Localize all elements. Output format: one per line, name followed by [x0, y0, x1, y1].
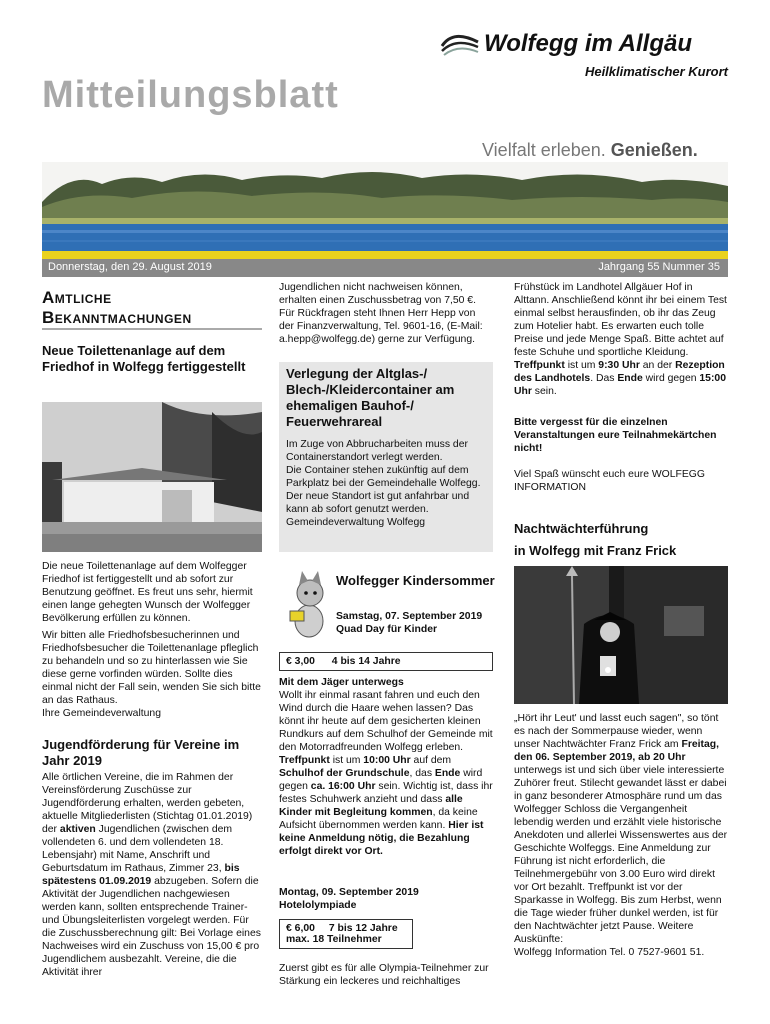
olympiade-price-box [279, 919, 413, 949]
lake-photo [42, 162, 728, 259]
quad-paragraph: Wollt ihr einmal rasant fahren und euch den Wind durch die Haare wehen lassen? Das könnt ihr heute auf dem gesicherten kleinen Rundkurs auf dem Schulhof der Gemeinde mit den Motorradfreunden Wolfegg erleben. Treffpunkt ist um 10:00 Uhr auf dem Schulhof der Grundschule, das Ende wird gegen ca. 16:00 Uhr sein. Wichtig ist, dass ihr festes Schuhwerk anzieht und dass alle Kinder mit Begleitung kommen, da keine Aufsicht übernommen werden kann. Hier ist keine Anmeldung nötig, die Bezahlung erfolgt direkt vor Ort. [279, 690, 493, 857]
wish-text: Viel Spaß wünscht euch eure WOLFEGG INFORMATION [514, 469, 705, 493]
kindersommer-heading: Wolfegger Kindersommer [336, 573, 495, 588]
kindersommer-date: Samstag, 07. September 2019 [336, 611, 483, 622]
container-paragraph-2: Die Container stehen zukünftig auf dem Parkplatz bei der Gemeindehalle Wolfegg. [286, 465, 481, 489]
wave-logo-icon [440, 32, 480, 56]
nightwatch-body [514, 712, 728, 959]
youth-continued-text: Jugendlichen nicht nachweisen können, erhalten einen Zuschussbetrag von 7,50 €. Für Rückfragen steht Ihnen Herr Hepp von der Finanzverwaltung, Tel. 9601-16, (E-Mail: a.hepp@wolfegg.de) gerne zur Verfügung. [279, 282, 483, 345]
kindersommer-event [336, 610, 496, 636]
lake-landscape-image [42, 162, 728, 259]
toilet-body [42, 560, 262, 720]
fox-mascot-icon [284, 571, 334, 641]
container-paragraph-1: Im Zuge von Abbrucharbeiten muss der Containerstandort verlegt werden. [286, 439, 468, 463]
olympiade-body [279, 962, 493, 988]
toilet-photo [42, 402, 262, 552]
nightwatch-photo [514, 566, 728, 704]
olympiade-text: Zuerst gibt es für alle Olympia-Teilnehmer zur Stärkung ein leckeres und reichhaltiges [279, 963, 489, 987]
olympiade-name: Hotelolympiade [279, 900, 357, 911]
date-bar [42, 259, 728, 277]
section-title [42, 288, 262, 330]
reminder-text: Bitte vergesst für die einzelnen Veranstaltungen eure Teilnahmekärtchen nicht! [514, 417, 717, 454]
youth-heading: Jugendförderung für Vereine im Jahr 2019 [42, 737, 240, 768]
olympiade-event [279, 886, 493, 912]
issue-number: Jahrgang 55 Nummer 35 [598, 261, 720, 273]
masthead-title: Mitteilungsblatt [42, 74, 339, 116]
olympiade-age: 7 bis 12 Jahre [328, 923, 398, 934]
logo-title: Wolfegg im Allgäu [484, 30, 692, 57]
container-heading: Verlegung der Altglas-/ Blech-/Kleidercontainer am ehemaligen Bauhof-/ Feuerwehrareal [286, 366, 455, 429]
fox-mascot [284, 571, 334, 641]
issue-date: Donnerstag, den 29. August 2019 [48, 261, 212, 273]
toilet-paragraph-2: Wir bitten alle Friedhofsbesucherinnen und Friedhofsbesucher die Toilettenanlage pfleglich zu behandeln und so zu hinterlassen wie Sie diese gerne vorfinden würden. Sollte dies einmal nicht der Fall sein, wenden Sie sich bitte an das Rathaus. [42, 630, 261, 706]
olympiade-price: € 6,00 [286, 923, 315, 934]
olympiade-date: Montag, 09. September 2019 [279, 887, 419, 898]
toilet-signature: Ihre Gemeindeverwaltung [42, 708, 161, 719]
nightwatch-paragraph: „Hört ihr Leut' und lasst euch sagen", so tönt es nach der Sommerpause wieder, wenn unser Nachtwächter Franz Frick am Freitag, den 06. September 2019, ab 20 Uhr unterwegs ist und sich über viele interessierte Zuhörer freut. Stilecht gewandet lässt er dabei in ganz besonderer Atmosphäre rund um das Wolfegger Schloss die Vergangenheit lebendig werden und erzählt viele historische Anekdoten und allerlei Wissenswertes aus der Geschichte Wolfeggs. Eine Anmeldung zur Führung ist nicht erforderlich, die Teilnehmergebühr von 3.00 Euro wird direkt vor Ort bezahlt. Treffpunkt ist vor der Sparkasse in Wolfegg. Bis zum Herbst, wenn die Tage wieder früher dunkel werden, ist für den Nachtwächter jetzt Pause. Weitere Auskünfte: [514, 713, 728, 945]
slogan-light: Vielfalt erleben. [482, 140, 606, 160]
kindersommer-title [336, 573, 496, 589]
youth-paragraph: Alle örtlichen Vereine, die im Rahmen der Vereinsförderung Zuschüsse zur Jugendförderung erhalten, werden gebeten, aktuelle Mitgliederlisten (Stichtag 01.01.2019) der aktiven Jugendlichen (zwischen dem vollendeten 6. und dem vollendeten 18. Lebensjahr) mit Name, Anschrift und Geburtsdatum im Rathaus, Zimmer 23, bis spätestens 01.09.2019 abzugeben. Sofern die Aktivität der Jugendlichen nachgewiesen werden kann, sollten entsprechende Trainer- und Übungsleiterlisten vorgelegt werden. Für die Zuschussberechnung gilt: Bei Vorlage eines Nachweises wird ein Zuschuss von 15,00 € pro Jugendlichem ausbezahlt. Vereine, die die Aktivität ihrer [42, 772, 261, 978]
toilet-building-image [42, 402, 262, 552]
nightwatch-contact: Wolfegg Information Tel. 0 7527-9601 51. [514, 947, 705, 958]
slogan [482, 140, 698, 161]
quad-subtitle: Mit dem Jäger unterwegs [279, 677, 404, 688]
quad-body [279, 676, 493, 858]
quad-price: € 3,00 [286, 656, 315, 667]
logo-subtitle: Heilklimatischer Kurort [584, 64, 728, 79]
wish [514, 468, 728, 494]
container-signature: Gemeindeverwaltung Wolfegg [286, 517, 426, 528]
section-title-line1: Amtliche [42, 288, 112, 307]
container-paragraph-3: Der neue Standort ist gut anfahrbar und kann ab sofort genutzt werden. [286, 491, 470, 515]
slogan-bold: Genießen. [610, 140, 698, 160]
nightwatchman-image [514, 566, 728, 704]
toilet-heading: Neue Toilettenanlage auf dem Friedhof in Wolfegg fertiggestellt [42, 343, 246, 374]
section-title-line2: Bekanntmachungen [42, 308, 262, 330]
nightwatch-heading-line1: Nachtwächterführung [514, 521, 649, 536]
kindersommer-event-name: Quad Day für Kinder [336, 624, 438, 635]
olympiade-continued [514, 281, 728, 398]
nightwatch-heading [514, 521, 728, 559]
quad-age: 4 bis 14 Jahre [331, 656, 401, 667]
container-box [279, 362, 493, 552]
youth-continued [279, 281, 493, 346]
quad-price-box [279, 652, 493, 671]
reminder [514, 416, 728, 455]
olympiade-max: max. 18 Teilnehmer [286, 934, 382, 945]
olympiade-continued-text: Frühstück im Landhotel Allgäuer Hof in Alttann. Anschließend könnt ihr bei einem Test einmal selbst herausfinden, ob ihr das Zeug zum Hotelier habt. Es erwarten euch tolle Preise und jede Menge Spaß. Bitte achtet auf feste Schuhe und sportliche Kleidung. Treffpunkt ist um 9:30 Uhr an der Rezeption des Landhotels. Das Ende wird gegen 15:00 Uhr sein. [514, 282, 727, 397]
nightwatch-heading-line2: in Wolfegg mit Franz Frick [514, 543, 677, 558]
toilet-paragraph-1: Die neue Toilettenanlage auf dem Wolfegger Friedhof ist fertiggestellt und ab sofort zur Benutzung geöffnet. Es freut uns sehr, hiermit einen lange gehegten Wunsch der Wolfegger Bevölkerung erfüllen zu können. [42, 561, 253, 624]
youth-body [42, 771, 262, 979]
